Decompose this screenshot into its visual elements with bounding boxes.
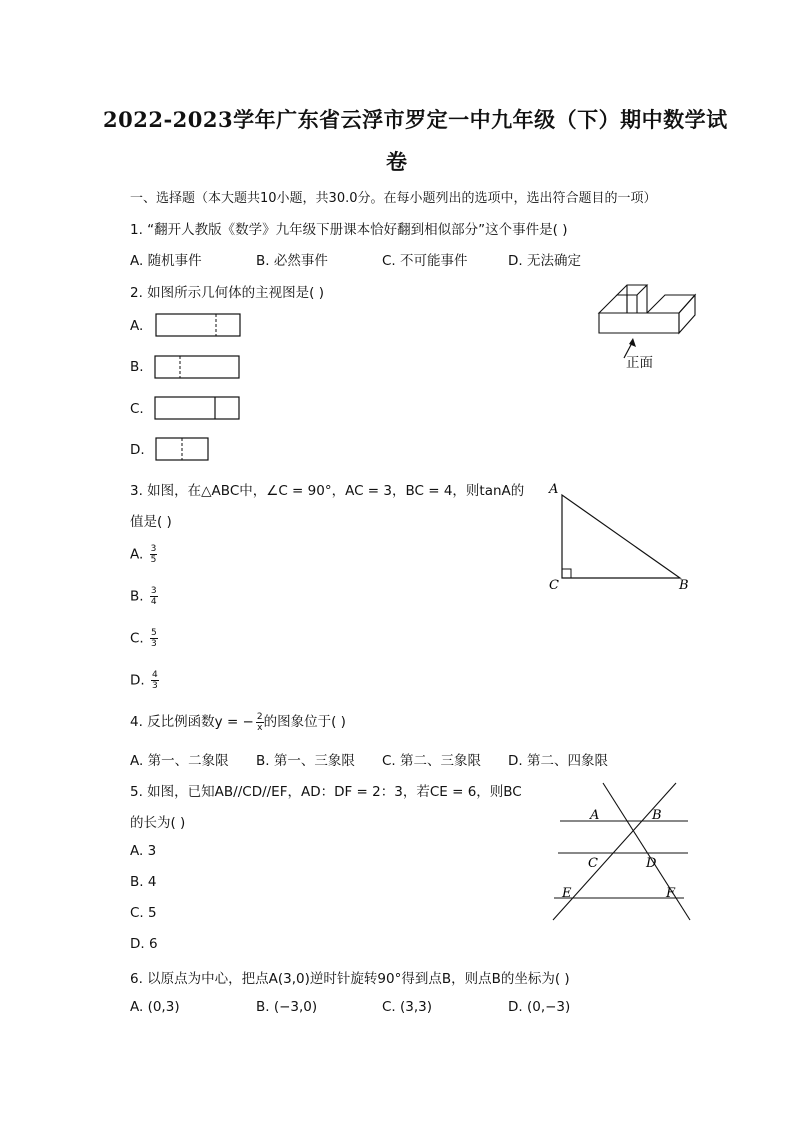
question-1-option-a[interactable]: A. 随机事件 [130, 253, 202, 269]
question-3-stem: 3. 如图，在△ABC中，∠C = 90°，AC = 3，BC = 4，则tanA的 [130, 483, 525, 499]
triangle-point-a: A [549, 482, 559, 497]
question-3-option-d[interactable] [130, 670, 159, 691]
question-3-option-a[interactable] [130, 544, 157, 565]
question-5-option-d[interactable]: D. 6 [130, 936, 158, 952]
question-4-option-d[interactable]: D. 第二、四象限 [508, 753, 608, 769]
question-6-option-b[interactable]: B. (−3,0) [256, 999, 318, 1015]
question-3-option-b-fraction: $\frac{3}{4}$ [150, 586, 157, 607]
question-2-option-c-figure [154, 396, 242, 422]
question-5-parallel-lines-figure [548, 780, 694, 925]
figure-point-b: B [652, 808, 662, 823]
question-5-option-b[interactable]: B. 4 [130, 874, 157, 890]
question-4-option-c[interactable]: C. 第二、三象限 [382, 753, 482, 769]
figure-point-c: C [588, 856, 598, 871]
figure-point-e: E [562, 886, 572, 901]
question-5-stem: 5. 如图，已知AB//CD//EF，AD：DF = 2：3，若CE = 6，则BC [130, 784, 522, 800]
figure-point-f: F [666, 886, 676, 901]
question-2-option-c-label[interactable]: C. [130, 401, 144, 417]
question-6-option-d[interactable]: D. (0,−3) [508, 999, 571, 1015]
question-2-option-b-label[interactable]: B. [130, 359, 144, 375]
question-6-stem: 6. 以原点为中心，把点A(3,0)逆时针旋转90°得到点B，则点B的坐标为( ) [130, 971, 570, 987]
question-5-option-c[interactable]: C. 5 [130, 905, 157, 921]
question-1-option-c[interactable]: C. 不可能事件 [382, 253, 468, 269]
figure-point-d: D [646, 856, 657, 871]
section-header: 一、选择题（本大题共10小题，共30.0分。在每小题列出的选项中，选出符合题目的一项） [130, 191, 657, 206]
exam-title-line1: 2022-2023学年广东省云浮市罗定一中九年级（下）期中数学试 [103, 107, 728, 132]
question-4-stem: 4. 反比例函数y = − $\frac{2}{x}$ 的图象位于( ) [130, 711, 346, 733]
question-6-option-c[interactable]: C. (3,3) [382, 999, 433, 1015]
question-2-option-d-label[interactable]: D. [130, 442, 145, 458]
triangle-point-c: C [549, 578, 559, 593]
question-3-option-c-fraction: $\frac{5}{3}$ [151, 628, 157, 649]
question-3-option-b-label: B. [130, 588, 144, 605]
question-4-options [130, 749, 634, 769]
question-3-option-c-label: C. [130, 630, 144, 647]
question-3-option-c[interactable] [130, 628, 158, 649]
question-1-option-d[interactable]: D. 无法确定 [508, 253, 581, 269]
triangle-point-b: B [679, 578, 689, 593]
question-3-option-a-label: A. [130, 546, 144, 563]
question-2-stem: 2. 如图所示几何体的主视图是( ) [130, 285, 324, 301]
question-1-options [130, 249, 634, 269]
question-3-option-d-fraction: $\frac{4}{3}$ [151, 670, 158, 691]
question-1-option-b[interactable]: B. 必然事件 [256, 253, 328, 269]
question-3-stem-continued: 值是( ) [130, 514, 172, 530]
exam-title-line2: 卷 [386, 149, 408, 174]
question-5-stem-continued: 的长为( ) [130, 815, 186, 831]
front-view-label: 正面 [626, 355, 653, 371]
question-3-option-d-label: D. [130, 672, 145, 689]
question-6-option-a[interactable]: A. (0,3) [130, 999, 180, 1015]
question-4-option-b[interactable]: B. 第一、三象限 [256, 753, 355, 769]
question-4-option-a[interactable]: A. 第一、二象限 [130, 753, 229, 769]
question-3-option-a-fraction: $\frac{3}{5}$ [150, 544, 157, 565]
question-5-option-a[interactable]: A. 3 [130, 843, 157, 859]
figure-point-a: A [590, 808, 600, 823]
question-1-stem: 1. “翻开人教版《数学》九年级下册课本恰好翻到相似部分”这个事件是( ) [130, 222, 568, 238]
question-6-options [130, 999, 634, 1015]
question-2-option-d-figure [155, 437, 211, 463]
question-2-option-b-figure [154, 355, 242, 381]
question-2-option-a-label[interactable]: A. [130, 318, 144, 334]
question-2-option-a-figure [155, 313, 243, 339]
question-3-triangle-figure [540, 478, 700, 596]
question-4-fraction: $\frac{2}{x}$ [256, 711, 263, 733]
question-3-option-b[interactable] [130, 586, 158, 607]
